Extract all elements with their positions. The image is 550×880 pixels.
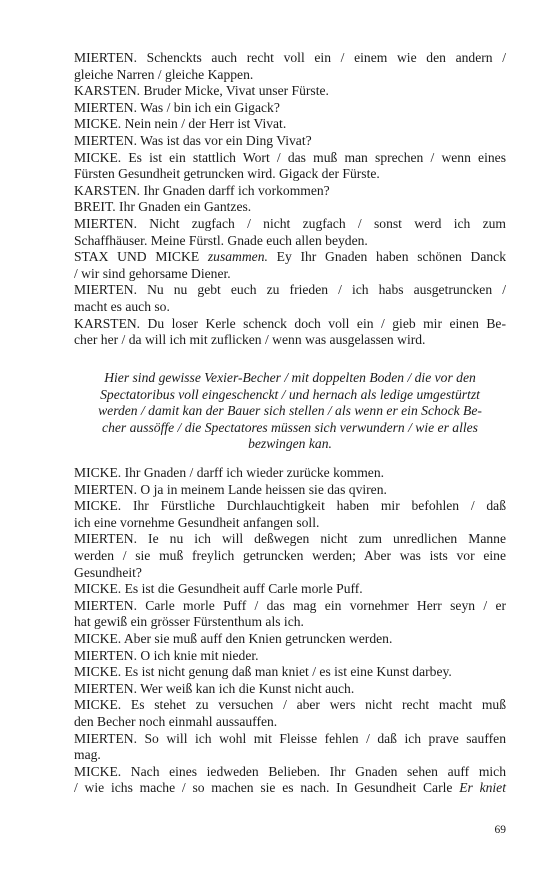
text-line: gleiche Narren / gleiche Kappen. [74, 66, 254, 82]
stage-line: bezwingen kan. [248, 436, 332, 452]
text-line: MICKE. Es stehet zu versuchen / aber wers nicht recht macht muß [74, 697, 506, 713]
text-line: den Becher noch einmahl aussauffen. [74, 713, 278, 729]
text-line: hat gewiß ein grösser Fürstenthum als ich. [74, 614, 304, 630]
text-line: / wir sind gehorsame Diener. [74, 265, 231, 281]
text-line: MIERTEN. Carle morle Puff / das mag ein vornehmer Herr seyn / er [74, 597, 506, 613]
stage-direction-inline: zusammen. [207, 249, 268, 265]
text-line: MICKE. Nach eines iedweden Belieben. Ihr Gnaden sehen auff mich [74, 763, 506, 779]
text-line: MICKE. Es ist die Gesundheit auff Carle morle Puff. [74, 581, 363, 597]
stage-direction [74, 370, 506, 453]
text-line: Gesundheit? [74, 564, 142, 580]
text-line: MICKE. Es ist ein stattlich Wort / das muß man sprechen / wenn eines [74, 149, 506, 165]
stage-direction-inline: Er kniet [459, 780, 506, 796]
text-line: MIERTEN. Nu nu gebt euch zu frieden / ich habs ausgetruncken / [74, 282, 506, 298]
text-line: MICKE. Aber sie muß auff den Knien getruncken werden. [74, 630, 393, 646]
text-line: MICKE. Es ist nicht genung daß man kniet / es ist eine Kunst darbey. [74, 664, 452, 680]
text-line: MIERTEN. Was ist das vor ein Ding Vivat? [74, 132, 312, 148]
speech-text: Ey Ihr Gnaden haben schönen Danck [267, 249, 506, 265]
text-line: MICKE. Nein nein / der Herr ist Vivat. [74, 116, 287, 132]
text-line: MIERTEN. Wer weiß kan ich die Kunst nicht auch. [74, 680, 355, 696]
text-line: MIERTEN. Nicht zugfach / nicht zugfach / sonst werd ich zum [74, 215, 506, 231]
page-number: 69 [494, 824, 506, 836]
speaker-text: STAX UND MICKE [74, 249, 208, 265]
text-line [74, 249, 506, 266]
text-line: MIERTEN. Schenckts auch recht voll ein / einem wie den andern / [74, 50, 506, 65]
stage-line: cher aussöffe / die Spectatores müssen sich verwundern / wie er alles [102, 419, 478, 435]
text-line: MIERTEN. Ie nu ich will deßwegen nicht zum unredlichen Manne [74, 531, 506, 547]
text-line: MICKE. Ihr Fürstliche Durchlauchtigkeit haben mir befohlen / daß [74, 498, 506, 514]
text-line: MIERTEN. So will ich wohl mit Fleisse fehlen / daß ich prave sauffen [74, 730, 506, 746]
stage-line: Spectatoribus voll eingeschenckt / und hernach als ledige umgestürtzt [100, 386, 480, 402]
text-line: mag. [74, 747, 101, 763]
text-line: MIERTEN. O ich knie mit nieder. [74, 647, 259, 663]
text-line: cher her / da will ich mit zuflicken / wenn was ausgelassen wird. [74, 332, 426, 348]
text-line: Fürsten Gesundheit getruncken wird. Gigack der Fürste. [74, 166, 380, 182]
text-line: Schaffhäuser. Meine Fürstl. Gnade euch allen beyden. [74, 232, 368, 248]
text-line: KARSTEN. Ihr Gnaden darff ich vorkommen? [74, 182, 330, 198]
text-line: KARSTEN. Du loser Kerle schenck doch voll ein / gieb mir einen Be- [74, 315, 506, 331]
dialogue-block-bottom [74, 465, 506, 797]
text-line: ich eine vornehme Gesundheit anfangen soll. [74, 514, 320, 530]
speech-text: / wie ichs mache / so machen sie es nach. In Gesundheit Carle [74, 780, 460, 796]
text-line: werden / sie muß freylich getruncken werden; Aber was ists vor eine [74, 547, 506, 563]
text-line: macht es auch so. [74, 298, 170, 314]
text-line [74, 780, 506, 797]
text-line: MIERTEN. O ja in meinem Lande heissen sie das qviren. [74, 481, 387, 497]
stage-line: werden / damit kan der Bauer sich stellen / als wenn er ein Schock Be- [98, 403, 482, 419]
dialogue-block-top [74, 50, 506, 349]
text-line: MIERTEN. Was / bin ich ein Gigack? [74, 99, 280, 115]
stage-line: Hier sind gewisse Vexier-Becher / mit doppelten Boden / die vor den [104, 370, 476, 385]
text-line: BREIT. Ihr Gnaden ein Gantzes. [74, 199, 252, 215]
text-line: KARSTEN. Bruder Micke, Vivat unser Fürste. [74, 83, 329, 99]
text-line: MICKE. Ihr Gnaden / darff ich wieder zurücke kommen. [74, 465, 385, 480]
